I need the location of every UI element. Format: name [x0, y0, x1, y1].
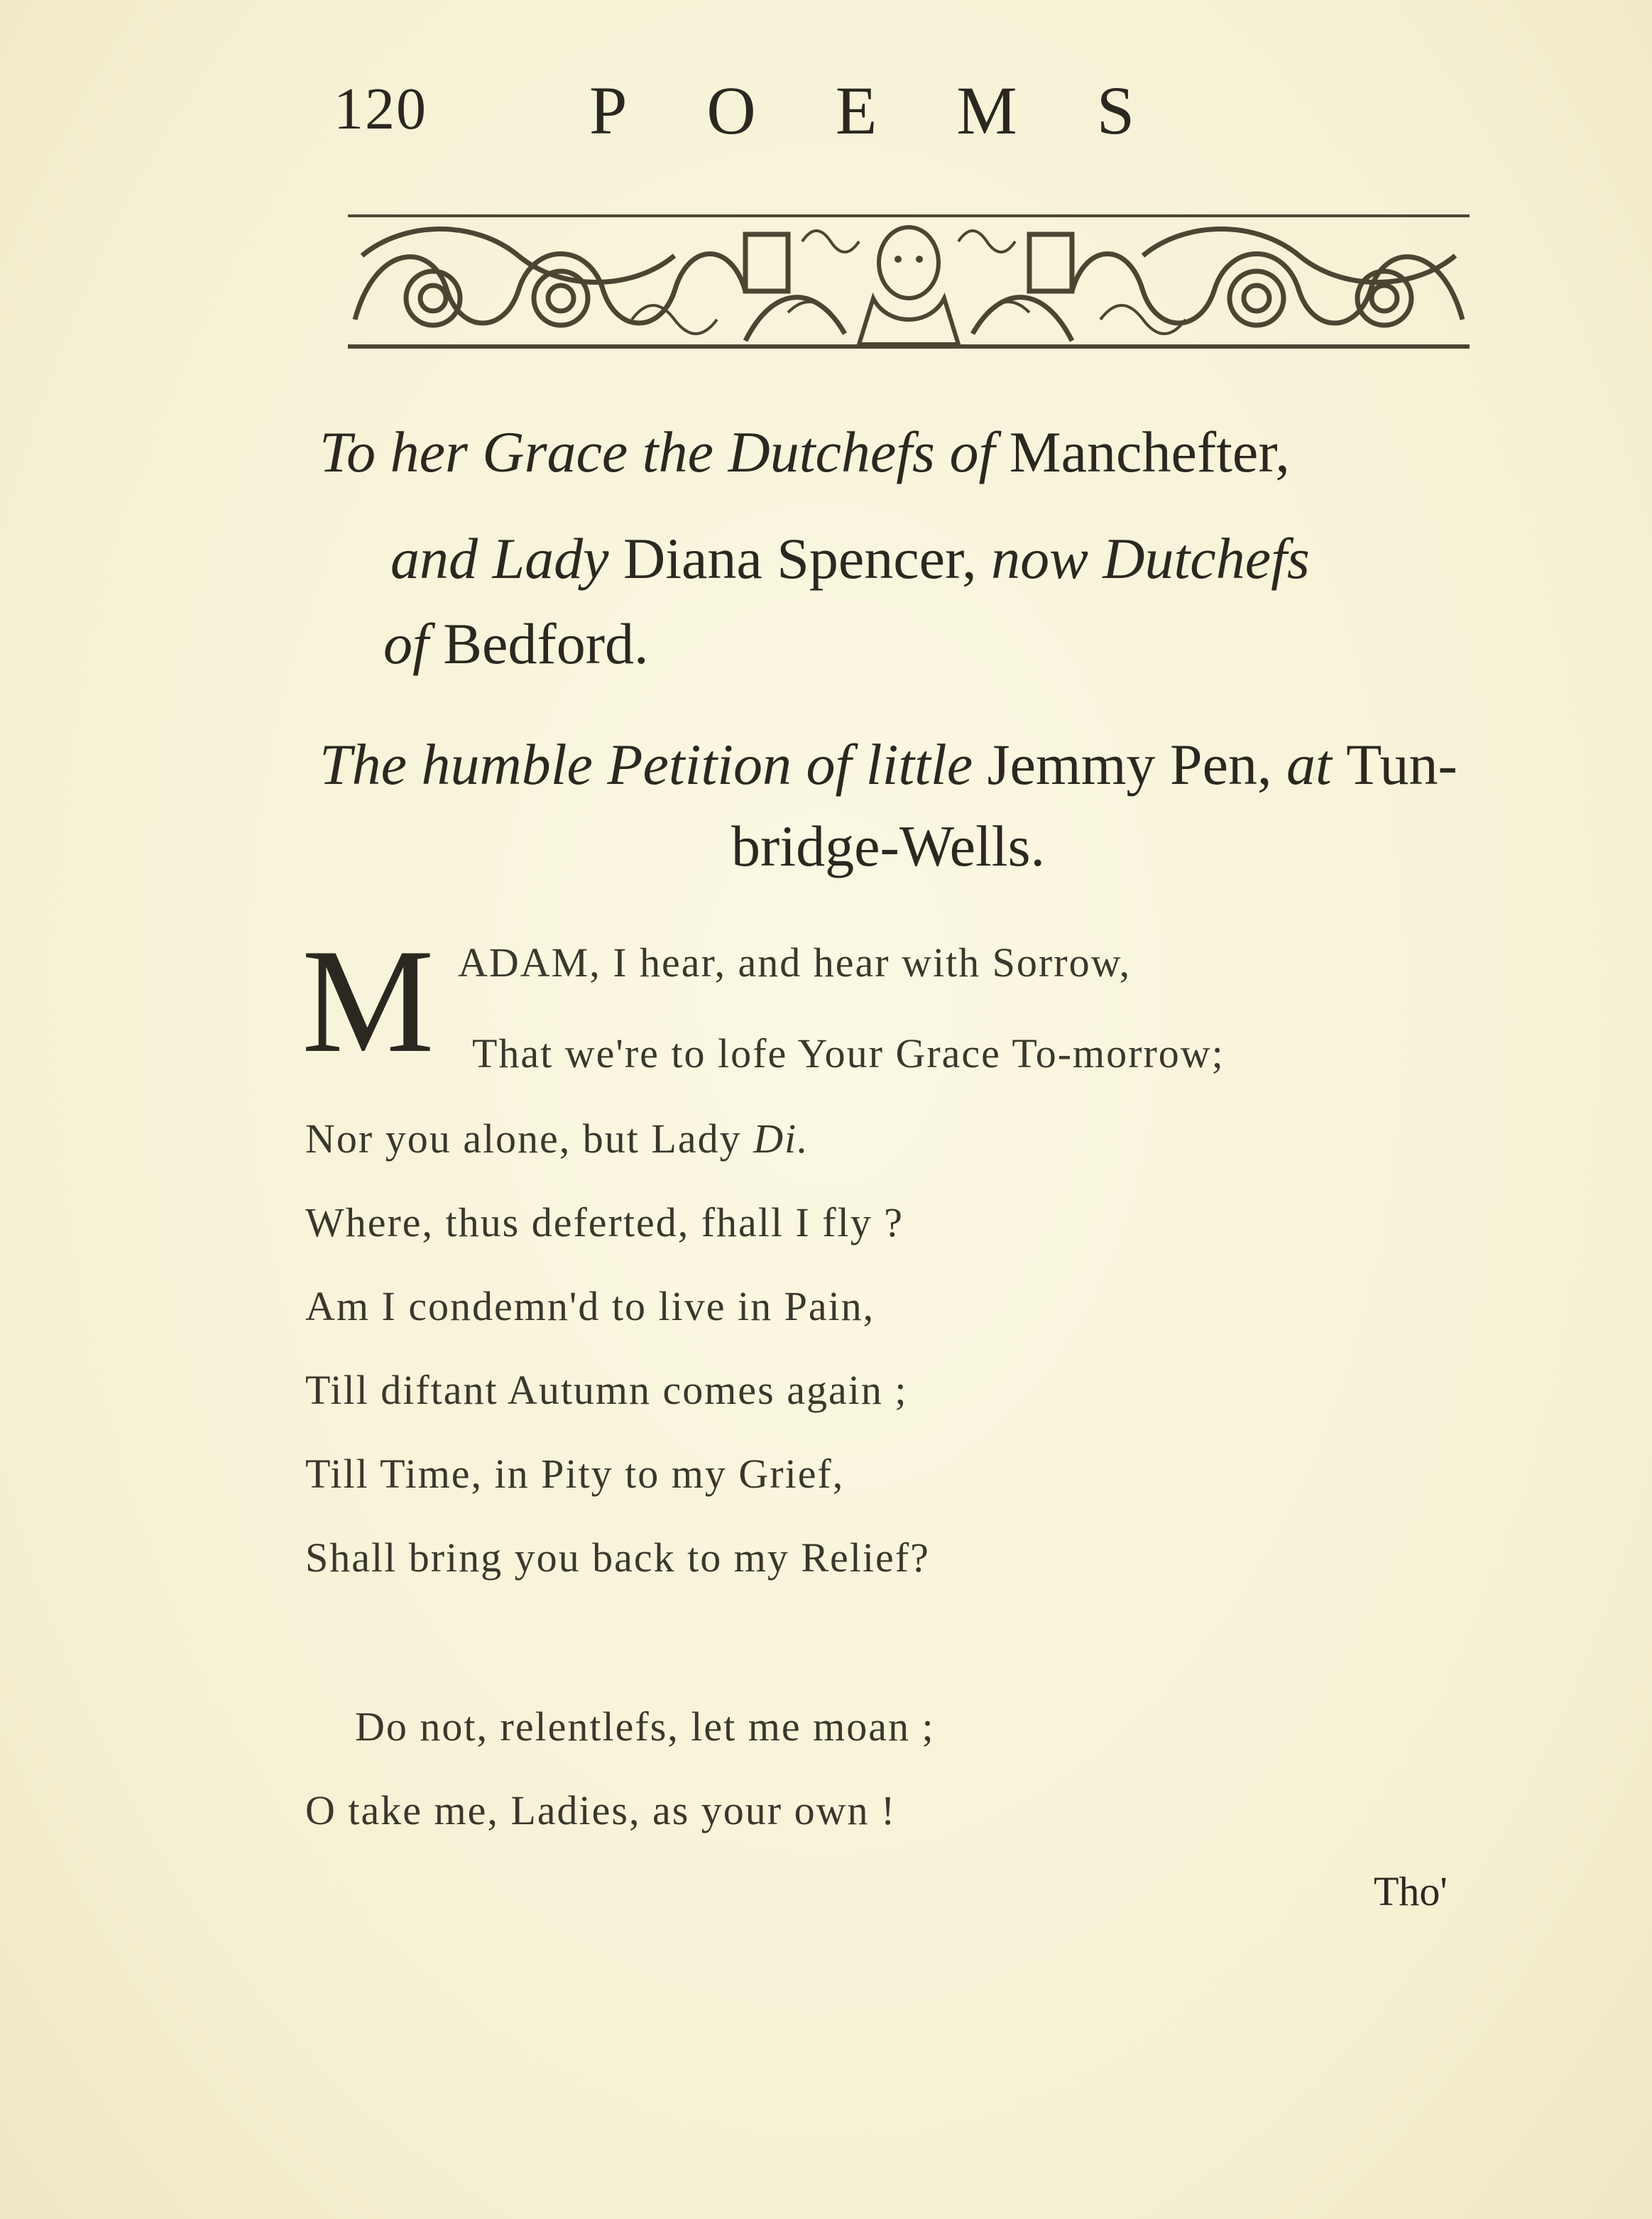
poem-line [305, 1115, 809, 1162]
subtitle-roman-text: Tun- [1346, 732, 1457, 797]
poem-line: Shall bring you back to my Relief? [305, 1534, 930, 1581]
poem-line: Till Time, in Pity to my Grief, [305, 1451, 845, 1497]
subtitle-italic-text: The humble Petition of little [319, 732, 988, 797]
drop-cap: M [302, 919, 434, 1084]
poem-line: ADAM, I hear, and hear with Sorrow, [458, 939, 1132, 986]
dedication-title-line-3 [383, 611, 649, 677]
title-roman-text: Manchefter, [1009, 420, 1290, 484]
subtitle-line-1 [319, 731, 1457, 798]
dedication-title-line-1 [319, 419, 1290, 486]
poem-italic-text: Di. [753, 1116, 809, 1162]
title-italic-text: of [383, 611, 444, 676]
catchword: Tho' [1374, 1868, 1448, 1914]
poem-line: Do not, relentlefs, let me moan ; [355, 1703, 935, 1750]
poem-line: Am I condemn'd to live in Pain, [305, 1283, 875, 1329]
poem-line: That we're to lofe Your Grace To-morrow; [472, 1030, 1225, 1076]
subtitle-roman-text: Jemmy Pen, [987, 732, 1286, 797]
title-italic-text: now Dutchefs [991, 526, 1310, 591]
subtitle-italic-text: at [1286, 732, 1347, 797]
poem-line: Till diftant Autumn comes again ; [305, 1367, 908, 1413]
title-roman-text: Bedford. [443, 611, 649, 676]
title-italic-text: and Lady [390, 526, 623, 591]
headpiece-ornament [348, 213, 1470, 351]
running-title: POEMS [589, 72, 1215, 148]
title-roman-text: Diana Spencer, [623, 526, 992, 591]
dedication-title-line-2 [390, 525, 1310, 592]
poem-roman-text: Nor you alone, but Lady [305, 1116, 754, 1162]
title-italic-text: To her Grace the Dutchefs of [319, 420, 1010, 484]
poem-line: O take me, Ladies, as your own ! [305, 1787, 897, 1833]
subtitle-line-2: bridge-Wells. [731, 814, 1045, 878]
poem-line: Where, thus deferted, fhall I fly ? [305, 1199, 904, 1245]
page-number: 120 [334, 76, 427, 142]
